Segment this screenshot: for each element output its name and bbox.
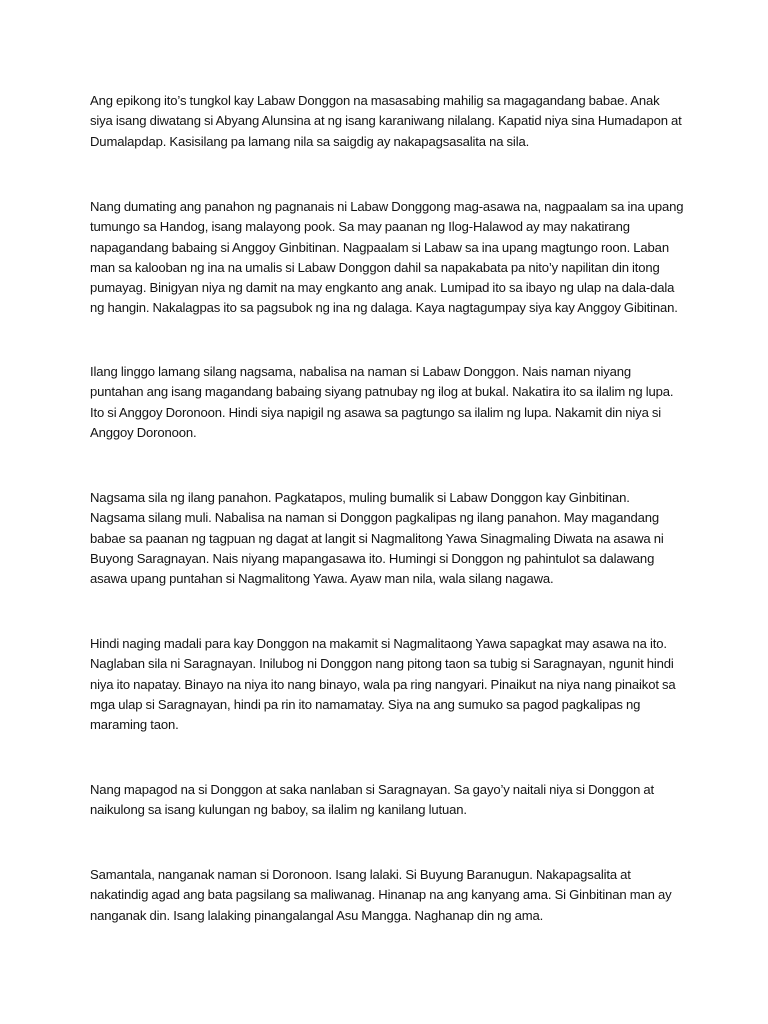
paragraph-7: Samantala, nanganak naman si Doronoon. Isang lalaki. Si Buyung Baranugun. Nakapagsalita at nakatindig agad ang bata pagsilang sa maliwanag. Hinanap na ang kanyang ama. Si Ginbitinan man ay nanganak din. Isang lalaking pinangalangal Asu Mangga. Naghanap din ng ama.	[90, 867, 672, 923]
paragraph-2: Nang dumating ang panahon ng pagnanais ni Labaw Donggong mag-asawa na, nagpaalam sa ina upang tumungo sa Handog, isang malayong pook. Sa may paanan ng Ilog-Halawod ay may nakatirang napagandang babaing si Anggoy Ginbitinan. Nagpaalam si Labaw sa ina upang magtungo roon. Laban man sa kalooban ng ina na umalis si Labaw Donggon dahil sa napakabata pa nito’y napilitan din itong pumayag. Binigyan niya ng damit na may engkanto ang anak. Lumipad ito sa ibayo ng ulap na dala-dala ng hangin. Nakalagpas ito sa pagsubok ng ina ng dalaga. Kaya nagtagumpay siya kay Anggoy Gibitinan.	[90, 199, 684, 316]
paragraph-6: Nang mapagod na si Donggon at saka nanlaban si Saragnayan. Sa gayo’y naitali niya si Donggon at naikulong sa isang kulungan ng baboy, sa ilalim ng kanilang lutuan.	[90, 782, 655, 818]
paragraph-1: Ang epikong ito’s tungkol kay Labaw Donggon na masasabing mahilig sa magagandang babae. Anak siya isang diwatang si Abyang Alunsina at ng isang karaniwang nilalang. Kapatid niya sina Humadapon at Dumalapdap. Kasisilang pa lamang nila sa saigdig ay nakapagsasalita na sila.	[90, 93, 682, 149]
paragraph-4: Nagsama sila ng ilang panahon. Pagkatapos, muling bumalik si Labaw Donggon kay Ginbitinan. Nagsama silang muli. Nabalisa na naman si Donggon pagkalipas ng ilang panahon. May magandang babae sa paanan ng tagpuan ng dagat at langit si Nagmalitong Yawa Sinagmaling Diwata na asawa ni Buyong Saragnayan. Nais niyang mapangasawa ito. Humingi si Donggon ng pahintulot sa dalawang asawa upang puntahan si Nagmalitong Yawa. Ayaw man nila, wala silang nagawa.	[90, 490, 664, 587]
paragraph-5: Hindi naging madali para kay Donggon na makamit si Nagmalitaong Yawa sapagkat may asawa na ito. Naglaban sila ni Saragnayan. Inilubog ni Donggon nang pitong taon sa tubig si Saragnayan, ngunit hindi niya ito napatay. Binayo na niya ito nang binayo, wala pa ring nangyari. Pinaikut na niya nang pinaikot sa mga ulap si Saragnayan, hindi pa rin ito namamatay. Siya na ang sumuko sa pagod pagkalipas ng maraming taon.	[90, 636, 676, 733]
paragraph-3: Ilang linggo lamang silang nagsama, nabalisa na naman si Labaw Donggon. Nais naman niyang puntahan ang isang magandang babaing siyang patnubay ng ilog at bukal. Nakatira ito sa ilalim ng lupa. Ito si Anggoy Doronoon. Hindi siya napigil ng asawa sa pagtungo sa ilalim ng lupa. Nakamit din niya si Anggoy Doronoon.	[90, 364, 674, 440]
